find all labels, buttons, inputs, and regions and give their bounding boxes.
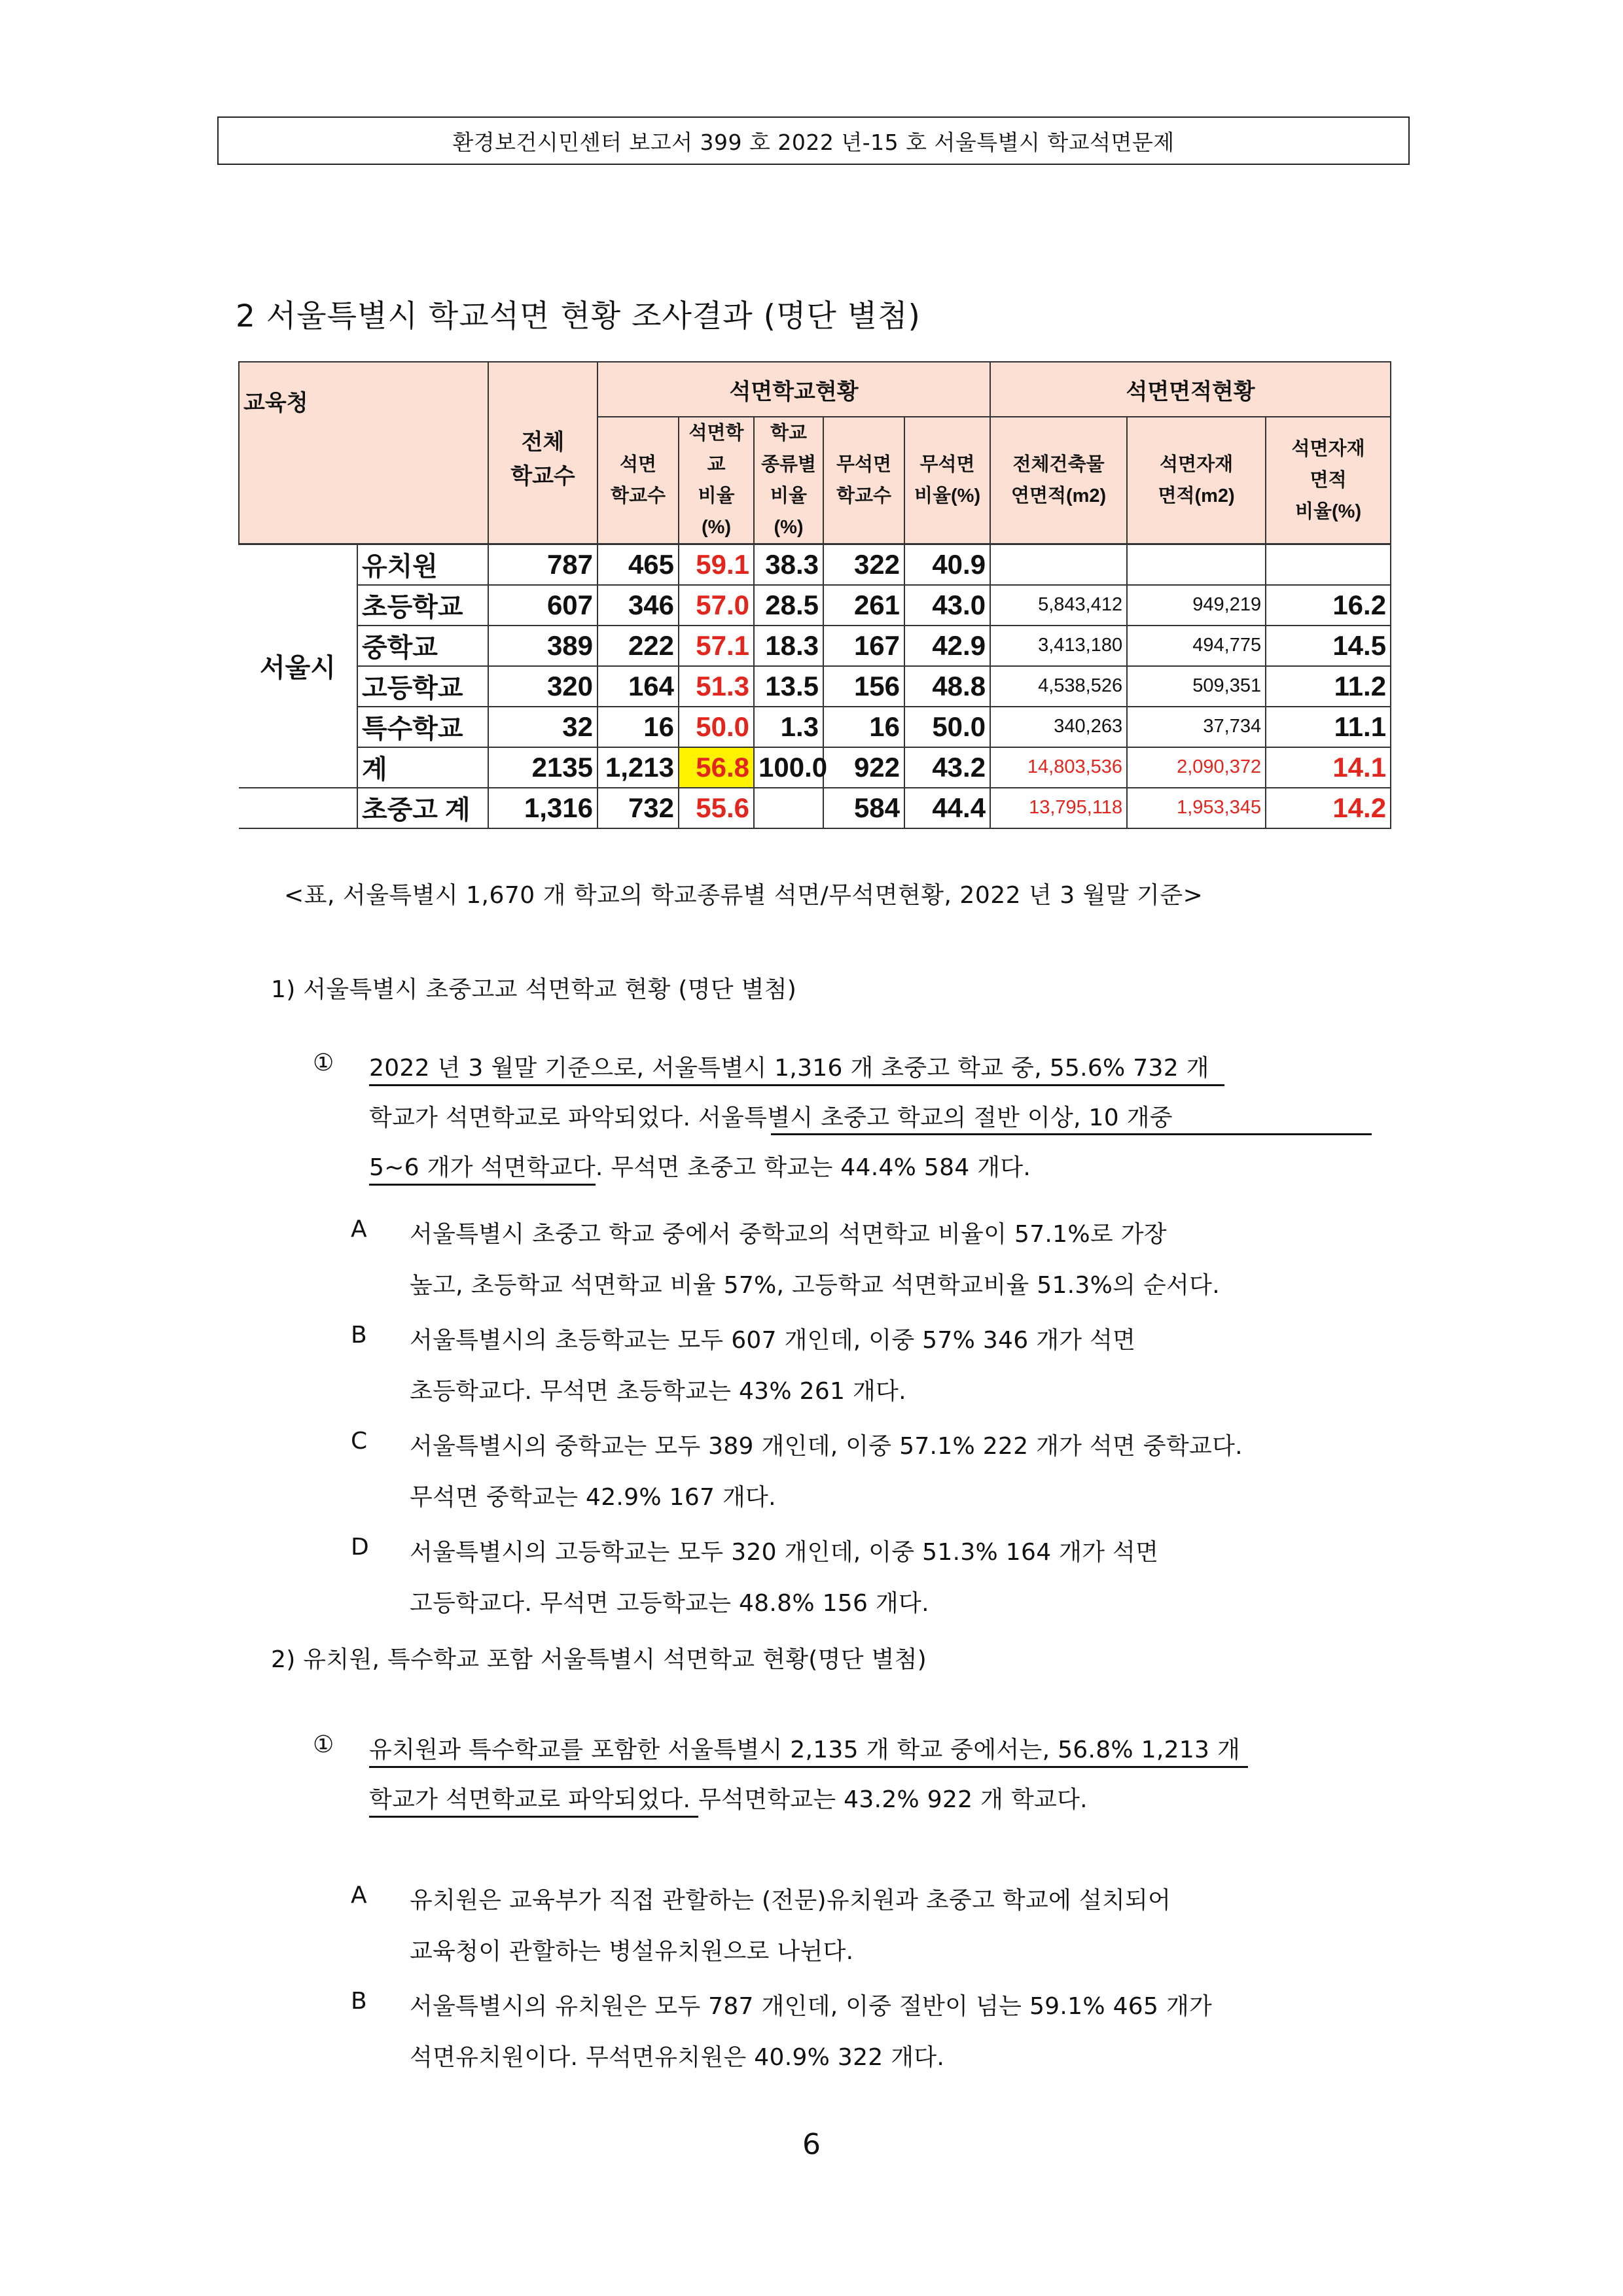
school-type-cell: 초등학교 <box>357 585 488 626</box>
header-total-schools-label: 전체 학교수 <box>510 430 575 489</box>
table-cell: 494,775 <box>1127 626 1266 666</box>
table-cell: 14,803,536 <box>990 747 1127 788</box>
school-type-cell: 유치원 <box>357 544 488 585</box>
section2-summary-line1-text: 유치원과 특수학교를 포함한 서울특별시 2,135 개 학교 중에서는, 56.8% 1,213 개 <box>369 1737 1240 1768</box>
table-cell: 57.0 <box>679 585 754 626</box>
subheader-6: 석면자재 면적(m2) <box>1127 417 1266 544</box>
section1-summary-line2-text: 학교가 석면학교로 파악되었다. 서울특별시 초중고 학교의 절반 이상, 10 개중 <box>369 1104 1173 1131</box>
item-mark: B <box>351 1322 367 1349</box>
item-line2: 무석면 중학교는 42.9% 167 개다. <box>410 1484 776 1511</box>
table-cell: 11.2 <box>1266 666 1391 707</box>
school-type-cell: 초중고 계 <box>357 788 488 828</box>
table-cell: 320 <box>488 666 597 707</box>
subheader-2: 학교 종류별 비율(%) <box>754 417 823 544</box>
table-cell: 164 <box>597 666 679 707</box>
table-cell: 1,316 <box>488 788 597 828</box>
table-cell: 509,351 <box>1127 666 1266 707</box>
report-header: 환경보건시민센터 보고서 399 호 2022 년-15 호 서울특별시 학교석면문제 <box>217 116 1410 165</box>
school-type-cell: 중학교 <box>357 626 488 666</box>
school-type-cell: 고등학교 <box>357 666 488 707</box>
table-cell: 389 <box>488 626 597 666</box>
item-line1: 유치원은 교육부가 직접 관할하는 (전문)유치원과 초중고 학교에 설치되어 <box>410 1887 1171 1914</box>
table-cell: 14.2 <box>1266 788 1391 828</box>
subheader-4: 무석면 비율(%) <box>904 417 990 544</box>
table-cell: 57.1 <box>679 626 754 666</box>
table-cell: 4,538,526 <box>990 666 1127 707</box>
table-row <box>239 747 1391 788</box>
table-cell: 14.1 <box>1266 747 1391 788</box>
section1-summary-line3 <box>369 1149 1031 1182</box>
subheader-3: 무석면 학교수 <box>823 417 904 544</box>
table-cell: 16 <box>823 707 904 747</box>
table-cell: 1,953,345 <box>1127 788 1266 828</box>
table-cell <box>1266 544 1391 585</box>
asbestos-status-table <box>238 361 1390 874</box>
table-cell: 156 <box>823 666 904 707</box>
item-line1: 서울특별시의 중학교는 모두 389 개인데, 이중 57.1% 222 개가 석면 중학교다. <box>410 1433 1243 1460</box>
section2-summary-line2-underlined: 학교가 석면학교로 파악되었다. <box>369 1786 698 1818</box>
table-cell: 584 <box>823 788 904 828</box>
table-cell: 32 <box>488 707 597 747</box>
table-row <box>239 707 1391 747</box>
subheader-5: 전체건축물 연면적(m2) <box>990 417 1127 544</box>
page-number: 6 <box>802 2128 821 2161</box>
table-cell: 222 <box>597 626 679 666</box>
table-cell: 14.5 <box>1266 626 1391 666</box>
table-cell: 38.3 <box>754 544 823 585</box>
section2-summary-line2-rest: 무석면학교는 43.2% 922 개 학교다. <box>698 1786 1088 1813</box>
table-cell: 40.9 <box>904 544 990 585</box>
table-cell: 465 <box>597 544 679 585</box>
table-row <box>239 544 1391 585</box>
section1-summary-line3-rest: . 무석면 초중고 학교는 44.4% 584 개다. <box>595 1154 1031 1181</box>
section1-heading: 1) 서울특별시 초중고교 석면학교 현황 (명단 별첨) <box>271 976 797 1003</box>
table-cell: 56.8 <box>679 747 754 788</box>
table-cell: 13.5 <box>754 666 823 707</box>
table-row <box>239 666 1391 707</box>
table-cell: 340,263 <box>990 707 1127 747</box>
header-office: 교육청 <box>239 362 488 544</box>
region-cell: 서울시 <box>239 544 357 788</box>
table-cell: 48.8 <box>904 666 990 707</box>
item-mark: A <box>351 1882 367 1909</box>
table-cell: 922 <box>823 747 904 788</box>
table-cell: 11.1 <box>1266 707 1391 747</box>
item-line2: 높고, 초등학교 석면학교 비율 57%, 고등학교 석면학교비율 51.3%의 순서다. <box>410 1272 1220 1299</box>
table-caption: <표, 서울특별시 1,670 개 학교의 학교종류별 석면/무석면현황, 2022 년 3 월말 기준> <box>284 882 1204 909</box>
table-cell: 16 <box>597 707 679 747</box>
section-title: 2 서울특별시 학교석면 현황 조사결과 (명단 별첨) <box>236 298 921 334</box>
section1-circle-mark: ① <box>313 1050 334 1076</box>
table-cell: 732 <box>597 788 679 828</box>
table-cell: 50.0 <box>904 707 990 747</box>
subheader-7: 석면자재 면적 비율(%) <box>1266 417 1391 544</box>
school-type-cell: 계 <box>357 747 488 788</box>
item-line2: 고등학교다. 무석면 고등학교는 48.8% 156 개다. <box>410 1590 929 1617</box>
section2-summary-line1 <box>369 1731 1248 1765</box>
table-cell: 44.4 <box>904 788 990 828</box>
item-line2: 석면유치원이다. 무석면유치원은 40.9% 322 개다. <box>410 2044 945 2071</box>
item-line1: 서울특별시의 고등학교는 모두 320 개인데, 이중 51.3% 164 개가 석면 <box>410 1539 1159 1566</box>
table-cell: 51.3 <box>679 666 754 707</box>
table-cell: 322 <box>823 544 904 585</box>
table-cell: 1.3 <box>754 707 823 747</box>
header-total-schools <box>488 362 597 544</box>
item-mark: B <box>351 1988 367 2015</box>
item-line1: 서울특별시 초중고 학교 중에서 중학교의 석면학교 비율이 57.1%로 가장 <box>410 1221 1167 1248</box>
table-cell: 16.2 <box>1266 585 1391 626</box>
table-cell: 5,843,412 <box>990 585 1127 626</box>
region-blank-cell <box>239 788 357 828</box>
section2-summary-line2 <box>369 1781 1088 1814</box>
table-cell: 2135 <box>488 747 597 788</box>
table-cell: 261 <box>823 585 904 626</box>
table-cell: 346 <box>597 585 679 626</box>
table-cell <box>990 544 1127 585</box>
table-cell: 28.5 <box>754 585 823 626</box>
item-mark: D <box>351 1534 370 1561</box>
table-cell: 607 <box>488 585 597 626</box>
item-line1: 서울특별시의 유치원은 모두 787 개인데, 이중 절반이 넘는 59.1% 465 개가 <box>410 1993 1213 2020</box>
table-cell: 43.0 <box>904 585 990 626</box>
table-cell: 42.9 <box>904 626 990 666</box>
table-cell: 18.3 <box>754 626 823 666</box>
table-cell: 1,213 <box>597 747 679 788</box>
table-row <box>239 626 1391 666</box>
table-cell: 37,734 <box>1127 707 1266 747</box>
item-mark: C <box>351 1428 368 1455</box>
table-cell: 59.1 <box>679 544 754 585</box>
header-asbestos-area-status: 석면면적현황 <box>990 362 1391 417</box>
table-row <box>239 788 1391 828</box>
item-mark: A <box>351 1216 367 1243</box>
table-cell: 787 <box>488 544 597 585</box>
table-cell: 167 <box>823 626 904 666</box>
table-cell: 3,413,180 <box>990 626 1127 666</box>
table-cell: 55.6 <box>679 788 754 828</box>
item-line2: 교육청이 관할하는 병설유치원으로 나뉜다. <box>410 1938 854 1965</box>
table-cell: 50.0 <box>679 707 754 747</box>
header-asbestos-school-status: 석면학교현황 <box>597 362 990 417</box>
table-cell: 949,219 <box>1127 585 1266 626</box>
table-cell: 2,090,372 <box>1127 747 1266 788</box>
section1-summary-line3-underlined: 5~6 개가 석면학교다 <box>369 1154 596 1186</box>
section1-underline-line2 <box>771 1133 1372 1135</box>
section1-summary-line1 <box>369 1050 1224 1083</box>
school-type-cell: 특수학교 <box>357 707 488 747</box>
item-line1: 서울특별시의 초등학교는 모두 607 개인데, 이중 57% 346 개가 석면 <box>410 1327 1136 1354</box>
table-cell <box>1127 544 1266 585</box>
subheader-0: 석면 학교수 <box>597 417 679 544</box>
table-cell <box>754 788 823 828</box>
table-cell: 13,795,118 <box>990 788 1127 828</box>
item-line2: 초등학교다. 무석면 초등학교는 43% 261 개다. <box>410 1378 906 1405</box>
table-cell: 100.0 <box>754 747 823 788</box>
table-row <box>239 585 1391 626</box>
subheader-1: 석면학교 비율(%) <box>679 417 754 544</box>
table-cell: 43.2 <box>904 747 990 788</box>
section1-summary-line1-text: 2022 년 3 월말 기준으로, 서울특별시 1,316 개 초중고 학교 중, 55.6% 732 개 <box>369 1055 1209 1086</box>
section1-summary-line2 <box>369 1099 1173 1133</box>
section2-heading: 2) 유치원, 특수학교 포함 서울특별시 석면학교 현황(명단 별첨) <box>271 1646 927 1673</box>
section2-circle-mark: ① <box>313 1731 334 1758</box>
